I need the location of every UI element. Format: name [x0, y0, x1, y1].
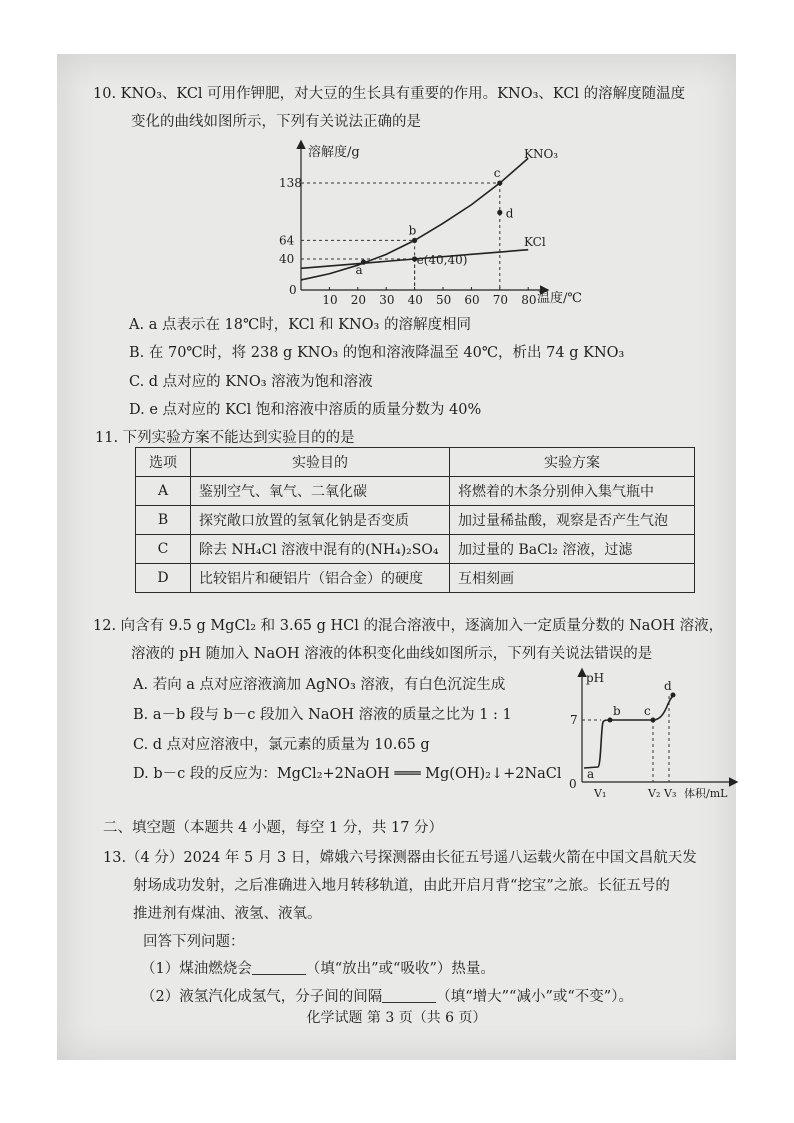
- ph-label-c: c: [644, 704, 651, 718]
- table-row: [136, 477, 695, 506]
- q11-table: [135, 447, 695, 593]
- q10-option-c: C. d 点对应的 KNO₃ 溶液为饱和溶液: [129, 374, 373, 390]
- y-tick-label: 64: [279, 233, 295, 248]
- table-cell: B: [136, 506, 191, 535]
- answer-blank-2[interactable]: [382, 988, 436, 1003]
- x-tick-label: 60: [464, 293, 480, 307]
- x-tick-label: 70: [492, 293, 509, 307]
- point-label-c: c: [493, 166, 501, 181]
- q13-line1: 13.（4 分）2024 年 5 月 3 日，嫦娥六号探测器由长征五号遥八运载火箭在中国文昌航天发: [103, 850, 697, 866]
- x-tick-label: 50: [436, 293, 452, 307]
- table-row: [136, 564, 695, 593]
- x-tick-label: 40: [407, 293, 423, 307]
- q13-sub1-text-a: （1）煤油燃烧会: [141, 961, 252, 977]
- section-2-heading: 二、填空题（本题共 4 小题，每空 1 分，共 17 分）: [103, 820, 444, 836]
- ph-xtick-v3: V₃: [664, 787, 677, 800]
- y-ticks: [279, 176, 302, 266]
- q10-option-b: B. 在 70℃时，将 238 g KNO₃ 的饱和溶液降温至 40℃，析出 74 g KNO₃: [129, 345, 625, 361]
- ph-xtick-v1: V₁: [594, 787, 607, 800]
- ph-x-label: 体积/mL: [684, 787, 728, 800]
- q12-option-a: A. 若向 a 点对应溶液滴加 AgNO₃ 溶液，有白色沉淀生成: [133, 677, 506, 693]
- point-label-e: e(40,40): [416, 253, 468, 267]
- origin-label: 0: [289, 283, 297, 297]
- x-axis-label: 温度/℃: [537, 291, 582, 306]
- series-label-kcl: KCl: [524, 235, 546, 249]
- exam-page: [57, 54, 736, 1060]
- q13-line3: 推进剂有煤油、液氢、液氧。: [133, 906, 322, 922]
- point-label-a: a: [355, 263, 363, 278]
- table-row: [136, 506, 695, 535]
- table-cell: 探究敞口放置的氢氧化钠是否变质: [191, 506, 450, 535]
- table-cell: 比较铝片和硬铝片（铝合金）的硬度: [191, 564, 450, 593]
- q13-prompt: 回答下列问题：: [143, 934, 245, 950]
- point-b: [412, 238, 417, 243]
- ph-y-label: pH: [586, 671, 605, 685]
- table-cell: 除去 NH₄Cl 溶液中混有的(NH₄)₂SO₄: [191, 535, 450, 564]
- q12-line1: 12. 向含有 9.5 g MgCl₂ 和 3.65 g HCl 的混合溶液中，逐滴加入一定质量分数的 NaOH 溶液，: [93, 618, 724, 634]
- table-cell: 互相刻画: [450, 564, 695, 593]
- ph-label-d: d: [664, 679, 672, 693]
- table-cell: 加过量稀盐酸，观察是否产生气泡: [450, 506, 695, 535]
- point-c: [651, 718, 656, 723]
- x-tick-label: 30: [379, 293, 395, 307]
- ph-xtick-v2: V₂: [648, 787, 661, 800]
- answer-blank-1[interactable]: [252, 960, 306, 975]
- point-label-d: d: [505, 206, 514, 221]
- y-tick-label: 138: [279, 176, 302, 191]
- q12-option-c: C. d 点对应溶液中，氯元素的质量为 10.65 g: [133, 737, 430, 753]
- solubility-chart: [262, 138, 582, 308]
- table-cell: 加过量的 BaCl₂ 溶液，过滤: [450, 535, 695, 564]
- q13-sub2-text-b: （填“增大”“减小”或“不变”）。: [436, 989, 633, 1005]
- series-label-kno3: KNO₃: [524, 147, 559, 161]
- ph-curve: [584, 694, 674, 768]
- q13-sub2-text-a: （2）液氢汽化成氢气，分子间的间隔: [141, 989, 383, 1005]
- table-cell: A: [136, 477, 191, 506]
- q13-line2: 射场成功发射，之后准确进入地月转移轨道，由此开启月背“挖宝”之旅。长征五号的: [133, 878, 670, 894]
- table-header: 实验目的: [191, 448, 450, 477]
- point-b: [608, 718, 613, 723]
- q10-option-d: D. e 点对应的 KCl 饱和溶液中溶质的质量分数为 40%: [129, 402, 482, 418]
- point-c: [497, 180, 502, 185]
- y-tick-label: 40: [279, 252, 295, 266]
- point-d: [497, 210, 502, 215]
- table-header-row: [136, 448, 695, 477]
- table-cell: 将燃着的木条分别伸入集气瓶中: [450, 477, 695, 506]
- ph-ytick-7: 7: [570, 713, 578, 727]
- table-header: 实验方案: [450, 448, 695, 477]
- q10-line2: 变化的曲线如图所示，下列有关说法正确的是: [131, 114, 421, 130]
- point-label-b: b: [408, 223, 417, 238]
- ph-chart: [560, 666, 736, 800]
- page-footer: 化学试题 第 3 页（共 6 页）: [306, 1010, 487, 1026]
- x-tick-label: 80: [521, 293, 537, 307]
- q10-line1: 10. KNO₃、KCl 可用作钾肥，对大豆的生长具有重要的作用。KNO₃、KCl 的溶解度随温度: [93, 86, 686, 102]
- x-tick-label: 10: [322, 293, 338, 307]
- ph-origin: 0: [569, 777, 577, 791]
- y-axis-label: 溶解度/g: [308, 145, 360, 160]
- table-cell: C: [136, 535, 191, 564]
- q13-sub1-text-b: （填“放出”或“吸收”）热量。: [305, 961, 495, 977]
- q11-title: 11. 下列实验方案不能达到实验目的的是: [95, 430, 355, 446]
- q12-option-b: B. a－b 段与 b－c 段加入 NaOH 溶液的质量之比为 1 : 1: [133, 707, 512, 723]
- table-row: [136, 535, 695, 564]
- q13-sub1: [141, 959, 495, 979]
- q10-option-a: A. a 点表示在 18℃时，KCl 和 KNO₃ 的溶解度相同: [129, 317, 471, 333]
- point-d: [671, 693, 676, 698]
- ph-label-b: b: [613, 704, 621, 718]
- table-cell: 鉴别空气、氧气、二氧化碳: [191, 477, 450, 506]
- x-tick-label: 20: [350, 293, 367, 307]
- q12-line2: 溶液的 pH 随加入 NaOH 溶液的体积变化曲线如图所示，下列有关说法错误的是: [131, 646, 653, 662]
- q12-option-d: D. b－c 段的反应为：MgCl₂+2NaOH ═══ Mg(OH)₂↓+2NaCl: [133, 766, 562, 782]
- ph-label-a: a: [587, 767, 595, 781]
- table-header: 选项: [136, 448, 191, 477]
- q13-sub2: [141, 987, 633, 1007]
- table-cell: D: [136, 564, 191, 593]
